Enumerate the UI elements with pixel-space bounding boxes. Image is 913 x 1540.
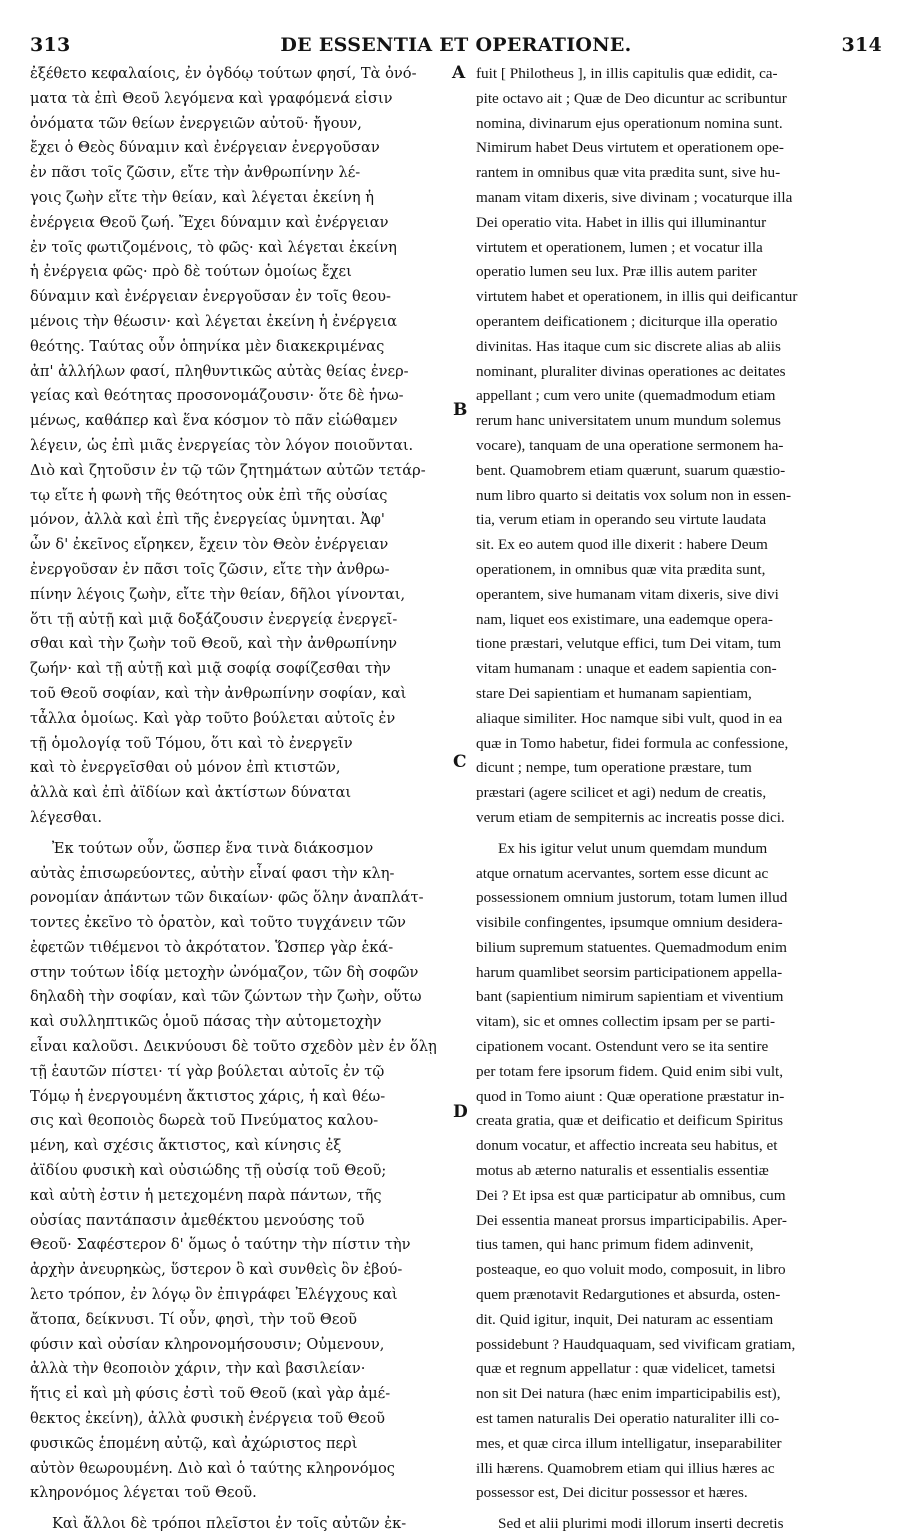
text-line: appellant ; cum vero unite (quemadmodum etiam: [476, 387, 776, 405]
text-line: operatio lumen seu lux. Præ illis autem pariter: [476, 263, 757, 281]
text-line: pite octavo ait ; Quæ de Deo dicuntur ac scribuntur: [476, 89, 787, 107]
text-line: atque ornatum acervantes, sortem esse dicunt ac: [476, 864, 769, 882]
text-line: quod in Tomo aiunt : Quæ operatione præstatur in-: [476, 1087, 785, 1105]
text-line: mes, et quæ circa illum intelligatur, inseparabiliter: [476, 1434, 782, 1452]
text-line: δηλαδὴ τὴν σοφίαν, καὶ τῶν ζώντων τὴν ζωὴν, οὕτω: [30, 988, 422, 1006]
text-line: rantem in omnibus quæ vita prædita sunt, sive hu-: [476, 164, 781, 182]
text-line: tia, verum etiam in operando seu virtute laudata: [476, 511, 767, 529]
text-line: πίνην λέγοις ζωὴν, εἴτε τὴν θείαν, δῆλοι γίνονται,: [30, 585, 406, 603]
page-number-left: 313: [30, 34, 71, 56]
text-line: θεότης. Ταύτας οὖν ὁπηνίκα μὲν διακεκριμένας: [30, 337, 385, 355]
text-line: bilium supremum statuentes. Quemadmodum enim: [476, 938, 787, 956]
text-line: stare Dei sapientiam et humanam sapientiam,: [476, 684, 752, 702]
text-line: est tamen naturalis Dei operatio naturaliter illi co-: [476, 1410, 780, 1428]
text-line: per totam fere ipsorum fidem. Quid enim sibi vult,: [476, 1062, 784, 1080]
margin-letter-b: B: [453, 400, 468, 420]
text-line: tione præstari, velutque effici, tum Dei vitam, tum: [476, 635, 782, 653]
text-line: ἐξέθετο κεφαλαίοις, ἐν ὀγδόῳ τούτων φησί, Τὰ ὀνό-: [30, 65, 417, 82]
text-line: virtutem et operationem, lumen ; et vocatur illa: [476, 238, 763, 256]
margin-letter-d: D: [453, 1102, 468, 1122]
text-line: operationem, in omnibus quæ vita prædita sunt,: [476, 560, 766, 578]
text-line: εἶναι καλοῦσι. Δεικνύουσι δὲ τοῦτο σχεδὸν μὲν ἐν ὅλῃ: [30, 1038, 437, 1056]
text-line: μόνον, ἀλλὰ καὶ ἐπὶ τῆς ἐνεργείας ὑμνηται. Ἀφ': [30, 511, 385, 529]
text-line: Τόμῳ ἡ ἐνεργουμένη ἄκτιστος χάρις, ἡ καὶ θέω-: [30, 1087, 386, 1105]
running-header: [30, 34, 882, 58]
margin-letter-a: A: [452, 63, 466, 83]
text-line: donum vocatur, et affectio increata seu habitus, et: [476, 1137, 778, 1155]
running-title: DE ESSENTIA ET OPERATIONE.: [280, 34, 632, 56]
text-line: Dei ? Et ipsa est quæ participatur ab omnibus, cum: [476, 1186, 786, 1204]
text-line: nomina, divinarum ejus operationum nomina sunt.: [476, 114, 783, 132]
text-line: ἐνεργοῦσαν ἐν πᾶσι τοῖς ζῶσιν, εἴτε τὴν ἀνθρω-: [30, 560, 390, 578]
text-line: αὐτὰς ἐπισωρεύοντες, αὐτὴν εἶναί φασι τὴν κλη-: [30, 864, 395, 882]
text-line: tius tamen, qui hanc primum fidem adinvenit,: [476, 1236, 754, 1254]
text-line: ἔχει ὁ Θεὸς δύναμιν καὶ ἐνέργειαν ἐνεργοῦσαν: [30, 139, 380, 157]
text-line: operantem deificationem ; diciturque illa operatio: [476, 312, 778, 330]
text-line: motus ab æterno naturalis et essentialis essentiæ: [476, 1162, 769, 1180]
text-line: σθαι καὶ τὴν ζωὴν τοῦ Θεοῦ, καὶ τὴν ἀνθρωπίνην: [30, 635, 397, 653]
text-line: num libro quarto si deitatis vox solum non in essen-: [476, 486, 792, 504]
text-line: καὶ συλληπτικῶς ὁμοῦ πάσας τὴν αὐτομετοχὴν: [30, 1013, 382, 1031]
text-line: cipationem vocant. Ostendunt vero se ita sentire: [476, 1038, 769, 1056]
text-line: στην τούτων ἰδίᾳ μετοχὴν ὠνόμαζον, τῶν δὴ σοφῶν: [30, 963, 419, 981]
text-line: nominant, pluraliter divinas operationes ac deitates: [476, 362, 786, 380]
text-line: fuit [ Philotheus ], in illis capitulis quæ edidit, ca-: [476, 65, 778, 82]
text-line: ἥτις εἰ καὶ μὴ φύσις ἐστὶ τοῦ Θεοῦ (καὶ γὰρ ἀμέ-: [30, 1385, 391, 1403]
text-line: μένως, καθάπερ καὶ ἕνα κόσμον τὸ πᾶν εἰώθαμεν: [30, 412, 398, 430]
text-line: ὅτι τῇ αὐτῇ καὶ μιᾷ δοξάζουσιν ἐνεργείᾳ ἐνεργεῖ-: [30, 610, 398, 628]
text-line: creata gratia, quæ et deificatio et deificum Spiritus: [476, 1112, 784, 1130]
text-line: possessionem omnium justorum, totam lumen illud: [476, 889, 788, 907]
text-line: sit. Ex eo autem quod ille dixerit : habere Deum: [476, 536, 768, 554]
text-line: τἆλλα ὁμοίως. Καὶ γὰρ τοῦτο βούλεται αὐτοῖς ἐν: [30, 709, 396, 727]
text-line: ἐν τοῖς φωτιζομένοις, τὸ φῶς· καὶ λέγεται ἐκείνη: [30, 238, 397, 256]
text-line: φύσιν καὶ οὐσίαν κληρονομήσουσιν; Οὐμενουν,: [30, 1335, 385, 1353]
text-line: τῇ ἑαυτῶν πίστει· τί γὰρ βούλεται αὐτοῖς ἐν τῷ: [30, 1062, 385, 1080]
text-line: γοις ζωὴν εἴτε τὴν θείαν, καὶ λέγεται ἐκείνη ἡ: [30, 188, 375, 206]
text-line: nam, liquet eos existimare, una eademque opera-: [476, 610, 773, 628]
text-line: dit. Quid igitur, inquit, Dei naturam ac essentiam: [476, 1310, 774, 1328]
text-line: non sit Dei natura (hæc enim imparticipabilis est),: [476, 1385, 781, 1403]
text-line: possidebunt ? Haudquaquam, sed vivificam gratiam,: [476, 1335, 796, 1353]
text-line: λέγεσθαι.: [30, 808, 103, 826]
text-line: visibile confingentes, ipsumque omnium desidera-: [476, 914, 783, 932]
text-line: bant (sapientium nimirum sapientiam et viventium: [476, 988, 784, 1006]
text-line: Ex his igitur velut unum quemdam mundum: [498, 839, 768, 857]
text-line: λέγειν, ὡς ἐπὶ μιᾶς ἐνεργείας τὸν λόγον ποιοῦνται.: [30, 436, 414, 454]
text-line: μένη, καὶ σχέσις ἄκτιστος, καὶ κίνησις ἐξ: [30, 1137, 342, 1155]
greek-column: [30, 62, 450, 1532]
margin-letter-c: C: [453, 752, 467, 772]
text-line: ἐφετῶν τιθέμενοι τὸ ἀκρότατον. Ὥσπερ γὰρ ἑκά-: [30, 938, 394, 956]
text-line: οὐσίας παντάπασιν ἀμεθέκτου μενούσης τοῦ: [30, 1211, 365, 1229]
text-line: verum etiam de sempiternis ac increatis posse dici.: [476, 808, 785, 826]
text-line: ἐνέργεια Θεοῦ ζωή. Ἔχει δύναμιν καὶ ἐνέργειαν: [30, 213, 389, 231]
text-line: ὧν δ' ἐκεῖνος εἴρηκεν, ἔχειν τὸν Θεὸν ἐνέργειαν: [30, 536, 389, 554]
latin-column: [476, 62, 884, 1532]
text-line: Ἐκ τούτων οὖν, ὥσπερ ἕνα τινὰ διάκοσμον: [52, 839, 374, 857]
text-line: σις καὶ θεοποιὸς δωρεὰ τοῦ Πνεύματος καλου-: [30, 1112, 379, 1130]
text-line: τοῦ Θεοῦ σοφίαν, καὶ τὴν ἀνθρωπίνην σοφίαν, καὶ: [30, 684, 407, 702]
text-line: ἄτοπα, δείκνυσι. Τί οὖν, φησὶ, τὴν τοῦ Θεοῦ: [30, 1310, 358, 1328]
text-line: vocare), tanquam de una operatione sermonem ha-: [476, 436, 784, 454]
text-line: τῇ ὁμολογίᾳ τοῦ Τόμου, ὅτι καὶ τὸ ἐνεργεῖν: [30, 734, 353, 752]
text-line: vitam), sic et omnes collectim ipsam per se parti-: [476, 1013, 776, 1031]
text-line: ματα τὰ ἐπὶ Θεοῦ λεγόμενα καὶ γραφόμενά εἰσιν: [30, 89, 393, 107]
text-line: δύναμιν καὶ ἐνέργειαν ἐνεργοῦσαν ἐν τοῖς θεου-: [30, 288, 391, 306]
text-line: divinitas. Has itaque cum sic discrete alias ab aliis: [476, 337, 781, 355]
text-line: ζωήν· καὶ τῇ αὐτῇ καὶ μιᾷ σοφίᾳ σοφίζεσθαι τὴν: [30, 660, 391, 678]
page-number-right: 314: [841, 34, 882, 56]
text-line: Καὶ ἄλλοι δὲ τρόποι πλεῖστοι ἐν τοῖς αὐτῶν ἐκ-: [52, 1515, 407, 1532]
text-line: Διὸ καὶ ζητοῦσιν ἐν τῷ τῶν ζητημάτων αὐτῶν τετάρ-: [30, 461, 426, 479]
text-line: Θεοῦ· Σαφέστερον δ' ὅμως ὁ ταύτην τὴν πίστιν τὴν: [30, 1236, 411, 1254]
text-line: rerum hanc universitatem unum mundum solemus: [476, 412, 781, 430]
text-line: ἀλλὰ καὶ ἐπὶ ἀϊδίων καὶ ἀκτίστων δύναται: [30, 784, 352, 802]
text-line: Dei operatio vita. Habet in illis qui illuminantur: [476, 213, 767, 231]
text-line: τῳ εἴτε ἡ φωνὴ τῆς θεότητος οὐκ ἐπὶ τῆς οὐσίας: [30, 486, 388, 504]
text-line: ἐν πᾶσι τοῖς ζῶσιν, εἴτε τὴν ἀνθρωπίνην λέ-: [30, 164, 361, 182]
text-line: μένοις τὴν θέωσιν· καὶ λέγεται ἐκείνη ἡ ἐνέργεια: [30, 312, 397, 330]
text-line: operantem, sive humanam vitam dixeris, sive divi: [476, 585, 779, 603]
text-line: ρονομίαν ἁπάντων τῶν δικαίων· φῶς ὅλην ἀναπλάτ-: [30, 889, 424, 907]
text-line: θεκτος ἐκείνη), ἀλλὰ φυσικὴ ἐνέργεια τοῦ Θεοῦ: [30, 1410, 385, 1428]
text-line: quæ in Tomo habetur, fidei formula ac confessione,: [476, 734, 789, 752]
text-line: Nimirum habet Deus virtutem et operationem ope-: [476, 139, 784, 157]
text-line: possessor est, Dei dicitur possessor et hæres.: [476, 1484, 748, 1502]
text-line: τοντες ἐκεῖνο τὸ ὁρατὸν, καὶ τοῦτο τυγχάνειν τῶν: [30, 914, 406, 932]
text-line: quæ et regnum appellatur : quæ videlicet, tametsi: [476, 1360, 776, 1378]
text-line: vitam humanam : unaque et eadem sapientia con-: [476, 660, 777, 678]
text-line: Dei essentia maneat prorsus imparticipabilis. Aper-: [476, 1211, 787, 1229]
text-line: καὶ αὐτὴ ἐστιν ἡ μετεχομένη παρὰ πάντων, τῆς: [30, 1186, 382, 1204]
text-line: ἡ ἐνέργεια φῶς· πρὸ δὲ τούτων ὁμοίως ἔχει: [30, 263, 352, 281]
text-line: illi hærens. Quamobrem etiam qui illius hæres ac: [476, 1459, 775, 1477]
text-line: ἀϊδίου φυσικὴ καὶ οὐσιώδης τῇ οὐσίᾳ τοῦ Θεοῦ;: [30, 1162, 387, 1180]
text-line: bent. Quamobrem etiam quærunt, suarum quæstio-: [476, 461, 786, 479]
text-line: virtutem habet et operationem, in illis qui deificantur: [476, 288, 798, 306]
text-line: dicunt ; nempe, tum operatione præstare, tum: [476, 759, 752, 777]
text-line: ἀλλὰ τὴν θεοποιὸν χάριν, τὴν καὶ βασιλείαν·: [30, 1360, 366, 1378]
text-line: præstari (agere scilicet et agi) nedum de creatis,: [476, 784, 767, 802]
text-line: λετο τρόπον, ἐν λόγῳ ὃν ἐπιγράφει Ἐλέγχους καὶ: [30, 1286, 398, 1304]
text-line: καὶ τὸ ἐνεργεῖσθαι οὐ μόνον ἐπὶ κτιστῶν,: [30, 759, 341, 777]
text-line: γείας καὶ θεότητας προσονομάζουσιν· ὅτε δὲ ἡνω-: [30, 387, 404, 405]
text-line: φυσικῶς ἑπομένη αὐτῷ, καὶ ἀχώριστος περὶ: [30, 1434, 358, 1452]
text-line: quem prænotavit Redargutiones et absurda, osten-: [476, 1286, 781, 1304]
text-line: harum quamlibet seorsim participationem appella-: [476, 963, 783, 981]
text-line: Sed et alii plurimi modi illorum inserti decretis: [498, 1515, 784, 1532]
text-line: aliaque similiter. Hoc namque sibi vult, quod in ea: [476, 709, 783, 727]
text-line: κληρονόμος λέγεται τοῦ Θεοῦ.: [30, 1484, 257, 1502]
text-line: manam vitam dixeris, sive divinam ; vocaturque illa: [476, 188, 793, 206]
text-line: posteaque, eo quo voluit modo, composuit, in libro: [476, 1261, 786, 1279]
text-line: ἀπ' ἀλλήλων φασί, πληθυντικῶς αὐτὰς θείας ἐνερ-: [30, 362, 409, 380]
text-line: αὐτὸν θεωρουμένη. Διὸ καὶ ὁ ταύτης κληρονόμος: [30, 1459, 395, 1477]
text-line: ὀνόματα τῶν θείων ἐνεργειῶν αὐτοῦ· ἤγουν,: [30, 114, 362, 132]
text-line: ἀρχὴν ἀνευρηκὼς, ὕστερον ὃ καὶ συνθεὶς ὃν ἐβού-: [30, 1261, 403, 1279]
